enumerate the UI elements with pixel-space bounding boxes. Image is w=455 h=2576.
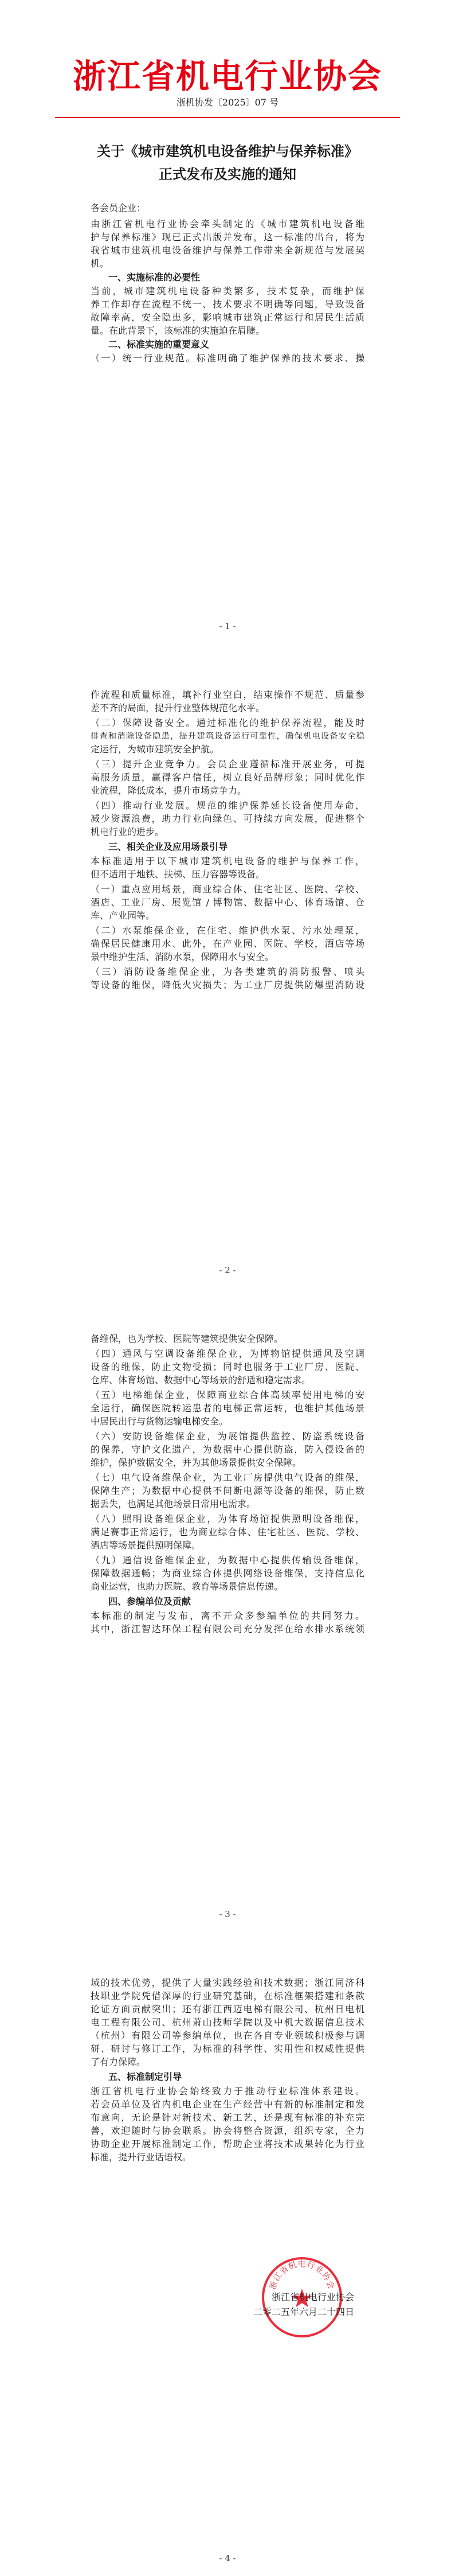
text-line: 据丢失，也满足其他场景日常用电需求。 <box>91 1498 256 1509</box>
text-line: 高服务质量，赢得客户信任，树立良好品牌形象；同时优化作 <box>91 772 364 783</box>
section-heading: 五、标准制定引导 <box>108 2071 182 2082</box>
text-line: 机。 <box>91 258 109 269</box>
text-line: 酒店等场景提供照明保障。 <box>91 1540 201 1551</box>
title-line-1: 关于《城市建筑机电设备维护与保养标准》 <box>97 143 358 159</box>
text-line: 若会员单位及省内机电企业在生产经营中有新的标准制定和发 <box>91 2099 364 2110</box>
text-line: （七）电气设备维保企业，为工业厂房提供电气设备的维保， <box>91 1472 364 1483</box>
text-line: 机电行业的进步。 <box>91 826 164 837</box>
text-line: 研、研讨与修订工作，为标准的科学性、实用性和权威性提供 <box>91 2043 364 2054</box>
section-heading: 二、标准实施的重要意义 <box>108 339 210 350</box>
text-line: 其中，浙江智达环保工程有限公司充分发挥在给水排水系统领 <box>91 1623 364 1634</box>
text-line: 保障数据通畅；为商业综合体提供网络设备维保，支持信息化 <box>91 1568 364 1579</box>
page-number: - 1 - <box>219 621 236 631</box>
text-line: 确保居民健康用水、此外，在产业园、医院、学校，酒店等场 <box>91 938 364 949</box>
text-line: （三）提升企业竞争力。会员企业遵循标准开展业务，可提 <box>91 759 364 770</box>
text-line: 酒店、工业厂房、展览馆 / 博物馆、数据中心、体育场馆、仓 <box>91 897 364 908</box>
text-line: 差不齐的局面，提升行业整体规范化水平。 <box>91 702 265 713</box>
text-line: 标准，提升行业话语权。 <box>91 2152 192 2163</box>
text-line: 由浙江省机电行业协会牵头制定的《城市建筑机电设备维 <box>91 218 364 229</box>
text-line: 协助企业开展标准制定工作，帮助企业将技术成果转化为行业 <box>91 2138 364 2149</box>
text-line: 养工作却存在流程不统一、技术要求不明确等问题，导致设备 <box>91 299 364 310</box>
text-line: 业流程，降低成本，提升市场竞争力。 <box>91 785 247 796</box>
text-line: 了有力保障。 <box>91 2056 146 2067</box>
text-line: 论证方面贡献突出；还有浙江西迈电梯有限公司、杭州日电机 <box>91 2004 364 2015</box>
section-heading: 三、相关企业及应用场景引导 <box>108 841 228 852</box>
page-1 <box>0 0 455 644</box>
text-line: 护与保养标准》现已正式出版并发布，这一标准的出台，将为 <box>91 232 364 243</box>
red-divider <box>55 117 400 118</box>
text-line: （二）水泵维保企业，在住宅、维护供水泵、污水处理泵， <box>91 925 364 936</box>
page-4 <box>0 1932 455 2576</box>
signature-date: 二零二五年六月二十四日 <box>253 2306 354 2317</box>
page-2 <box>0 644 455 1288</box>
text-line: （二）保障设备安全。通过标准化的维护保养流程，能及时 <box>91 717 364 728</box>
text-line: 浙江省机电行业协会始终致力于推动行业标准体系建设。 <box>91 2086 364 2097</box>
text-line: 本标准适用于以下城市建筑机电设备的维护与保养工作， <box>91 856 364 867</box>
text-line: （九）通信设备维保企业，为数据中心提供传输设备维保， <box>91 1555 364 1566</box>
text-line: （五）电梯维保企业，保障商业综合体高频率使用电梯的安 <box>91 1390 364 1400</box>
text-line: （四）推动行业发展。规范的维护保养延长设备使用寿命， <box>91 800 364 811</box>
text-line: （杭州）有限公司等参编单位，也在各自专业领域积极参与调 <box>91 2030 364 2041</box>
title-line-2: 正式发布及实施的通知 <box>159 166 296 182</box>
text-line: 善，欢迎随时与协会联系。协会将整合资源，组织专家，全力 <box>91 2125 364 2136</box>
text-line: 景中维护生活、消防水泵，保障用水与安全。 <box>91 951 274 962</box>
text-line: （一）统一行业规范。标准明确了维护保养的技术要求、操 <box>91 353 364 364</box>
text-line: 量。在此背景下，该标准的实施迫在眉睫。 <box>91 325 265 336</box>
page-3 <box>0 1288 455 1932</box>
text-line: 等设备的维保，降低火灾损失；为工业厂房提供防爆型消防设 <box>91 979 364 990</box>
text-line: 保障生产；为数据中心提供不间断电源等设备的维保，防止数 <box>91 1485 364 1496</box>
text-line: 但不适用于地铁、扶梯、压力容器等设备。 <box>91 869 265 880</box>
text-line: 备维保，也为学校、医院等建筑提供安全保障。 <box>91 1333 284 1344</box>
page-number: - 4 - <box>219 2553 236 2563</box>
text-line: 定运行，为城市建筑安全护航。 <box>91 744 219 755</box>
text-line: 仓库、体育场馆、数据中心等场景的舒适和稳定需求。 <box>91 1375 311 1385</box>
text-line: 域的技术优势，提供了大量实践经验和技术数据；浙江同济科 <box>91 1977 364 1988</box>
text-line: 维护，保护数据安全，并为其他场景提供安全保障。 <box>91 1457 302 1468</box>
text-line: 商业运营，也助力医院、教育等场景信息传递。 <box>91 1581 284 1592</box>
text-line: 本标准的制定与发布，离不开众多参编单位的共同努力。 <box>91 1610 364 1621</box>
text-line: 排查和消除设备隐患，提升建筑设备运行可靠性，确保机电设备安全稳 <box>91 732 364 741</box>
organization-header: 浙江省机电行业协会 <box>72 57 382 96</box>
signature-organization: 浙江省机电行业协会 <box>271 2292 354 2302</box>
text-line: 作流程和质量标准，填补行业空白，结束操作不规范、质量参 <box>91 689 364 700</box>
text-line: （一）重点应用场景，商业综合体、住宅社区、医院、学校、 <box>91 884 364 895</box>
page-number: - 2 - <box>219 1265 236 1275</box>
text-line: 布意向，无论是针对新技术、新工艺，还是现有标准的补充完 <box>91 2112 364 2123</box>
text-line: 库、产业园等。 <box>91 910 155 921</box>
salutation: 各会员企业： <box>91 202 146 213</box>
text-line: 设备的维保，防止文物受损；同时也服务于工业厂房、医院、 <box>91 1361 364 1372</box>
text-line: 满足赛事正常运行，也为商业综合体、住宅社区、医院、学校、 <box>91 1527 364 1537</box>
text-line: 当前，城市建筑机电设备种类繁多，技术复杂，而维护保 <box>91 286 364 296</box>
text-line: （六）安防设备维保企业，为展馆提供监控、防盗系统设备 <box>91 1431 364 1442</box>
page-number: - 3 - <box>219 1909 236 1919</box>
text-line: 的保养，守护文化遗产，为数据中心提供防盗，防入侵设备的 <box>91 1444 364 1455</box>
text-line: （八）照明设备维保企业，为体育场馆提供照明设备维保， <box>91 1513 364 1524</box>
text-line: 减少资源浪费，助力行业向绿色、可持续方向发展，促进整个 <box>91 813 364 824</box>
text-line: （四）通风与空调设备维保企业，为博物馆提供通风及空调 <box>91 1348 364 1359</box>
text-line: 故障率高，安全隐患多，影响城市建筑正常运行和居民生活质 <box>91 312 364 323</box>
seal-text: 浙江省机电行业协会 <box>268 2259 336 2291</box>
section-heading: 四、参编单位及贡献 <box>108 1596 191 1607</box>
text-line: 技职业学院凭借深厚的行业研究基础，在标准框架搭建和条款 <box>91 1990 364 2001</box>
text-line: 我省城市建筑机电设备维护与保养工作带来全新规范与发展契 <box>91 245 364 256</box>
text-line: 中居民出行与货物运输电梯安全。 <box>91 1416 229 1427</box>
text-line: 电工程有限公司、杭州萧山技师学院以及中机大数据信息技术 <box>91 2017 364 2028</box>
svg-text:浙江省机电行业协会 <box>268 2259 335 2290</box>
text-line: 全运行，确保医院转运患者的电梯正常运转，也维护其他场景 <box>91 1403 364 1414</box>
document-number: 浙机协发〔2025〕07 号 <box>176 97 279 108</box>
section-heading: 一、实施标准的必要性 <box>108 272 201 283</box>
text-line: （三）消防设备维保企业，为各类建筑的消防报警、喷头 <box>91 966 364 977</box>
